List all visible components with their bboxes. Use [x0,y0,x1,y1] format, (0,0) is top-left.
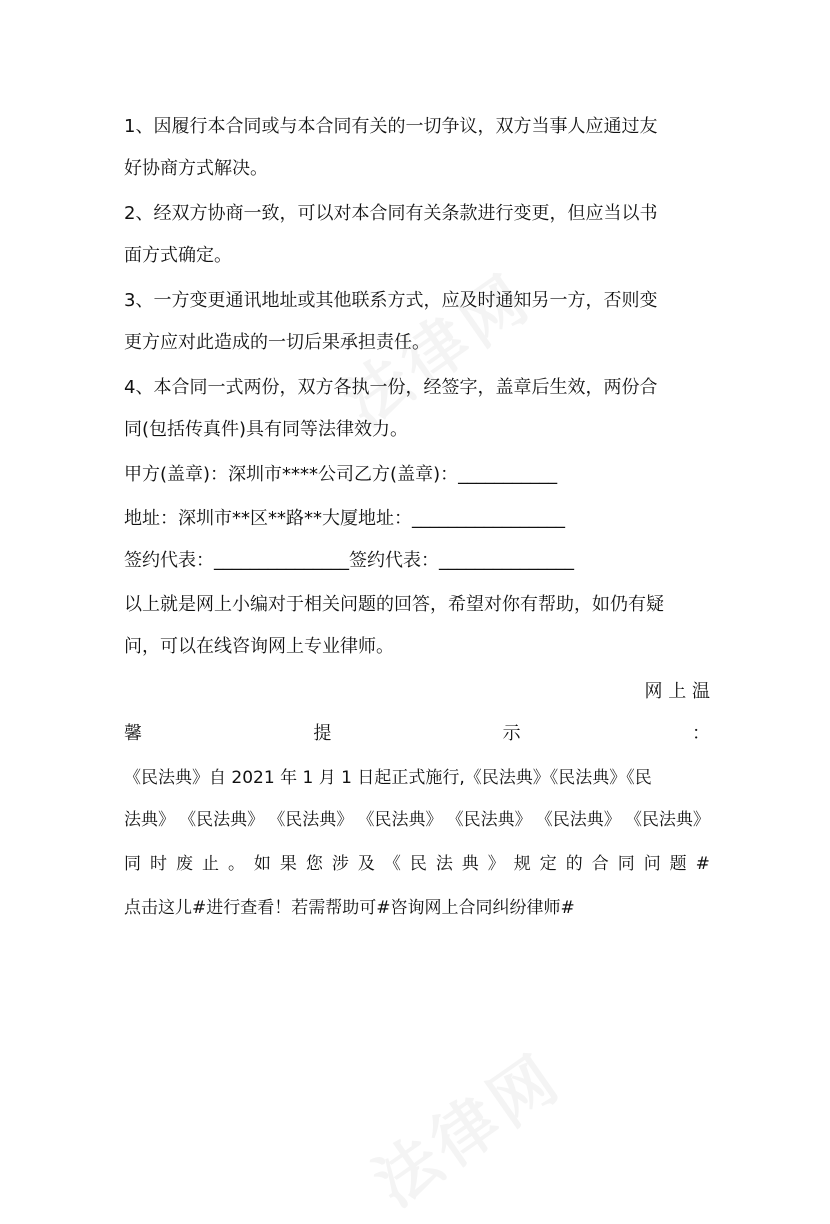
clause-1-line-1: 1、因履行本合同或与本合同有关的一切争议，双方当事人应通过友 [124,116,658,137]
tip-heading-char: 提 [313,723,332,744]
tip-line-3-char: 涉 [331,854,349,874]
closing-line-2: 问，可以在线咨询网上专业律师。 [124,636,394,657]
tip-line-2-part: 《民法典》 [446,810,532,830]
address-line: 地址：深圳市**区**路**大厦地址：_________________ [124,508,565,529]
tip-line-3-char: 果 [279,854,297,874]
tip-line-3-char: 时 [149,854,167,874]
tip-line-3-char: 同 [124,854,141,874]
party-a-line: 甲方(盖章)：深圳市****公司乙方(盖章)：___________ [124,464,558,485]
clause-4-line-1: 4、本合同一式两份，双方各执一份，经签字，盖章后生效，两份合 [124,377,658,398]
tip-line-3-char: 合 [591,854,609,874]
tip-line-3-char: 止 [201,854,219,874]
tip-heading-part-1: 网 上 温 [644,681,710,702]
tip-line-3-char: 民 [409,854,427,874]
tip-line-2-part: 《民法典》 [179,810,265,830]
representative-b: 签约代表：_______________ [349,550,574,571]
tip-line-3-char: 法 [435,854,453,874]
tip-line-4: 点击这儿#进行查看！若需帮助可#咨询网上合同纠纷律师# [124,898,575,918]
tip-line-3-char: 规 [513,854,531,874]
tip-line-3-char: 题 [669,854,687,874]
clause-3-line-2: 更方应对此造成的一切后果承担责任。 [124,332,430,353]
tip-line-3-char: 您 [305,854,323,874]
tip-line-3-char: 及 [357,854,375,874]
tip-line-3-char: 。 [227,854,245,874]
clause-2-line-1: 2、经双方协商一致，可以对本合同有关条款进行变更，但应当以书 [124,203,658,224]
tip-line-2-part: 《民法典》 [624,810,710,830]
tip-line-3-char: # [695,854,710,874]
tip-line-3 [124,851,710,877]
tip-line-2-part: 《民法典》 [357,810,443,830]
tip-line-3-char: 废 [175,854,193,874]
tip-line-3-char: 典 [461,854,479,874]
tip-line-3-char: 《 [383,854,401,874]
tip-heading-char: 示 [502,723,521,744]
tip-line-3-char: 问 [643,854,661,874]
closing-line-1: 以上就是网上小编对于相关问题的回答，希望对你有帮助，如仍有疑 [124,594,664,615]
tip-line-3-char: 定 [539,854,557,874]
tip-heading-char: 馨 [124,723,142,744]
tip-line-3-char: 的 [565,854,583,874]
clause-3-line-1: 3、一方变更通讯地址或其他联系方式，应及时通知另一方，否则变 [124,290,658,311]
representative-row [124,548,710,574]
clause-1-line-2: 好协商方式解决。 [124,158,268,179]
tip-heading-char: ： [691,723,710,744]
tip-line-2-part: 《民法典》 [535,810,621,830]
tip-heading-part-2 [124,721,710,747]
tip-line-3-char: 》 [487,854,505,874]
tip-line-3-char: 如 [253,854,271,874]
tip-line-2-part: 法典》 [124,810,175,830]
representative-a: 签约代表：_______________ [124,550,349,571]
tip-line-1: 《民法典》自 2021 年 1 月 1 日起正式施行,《民法典》《民法典》《民 [124,768,652,788]
clause-4-line-2: 同(包括传真件)具有同等法律效力。 [124,419,409,440]
tip-line-2 [124,807,710,833]
tip-line-3-char: 同 [617,854,635,874]
tip-line-2-part: 《民法典》 [268,810,354,830]
watermark [353,1028,578,1224]
clause-2-line-2: 面方式确定。 [124,245,232,266]
